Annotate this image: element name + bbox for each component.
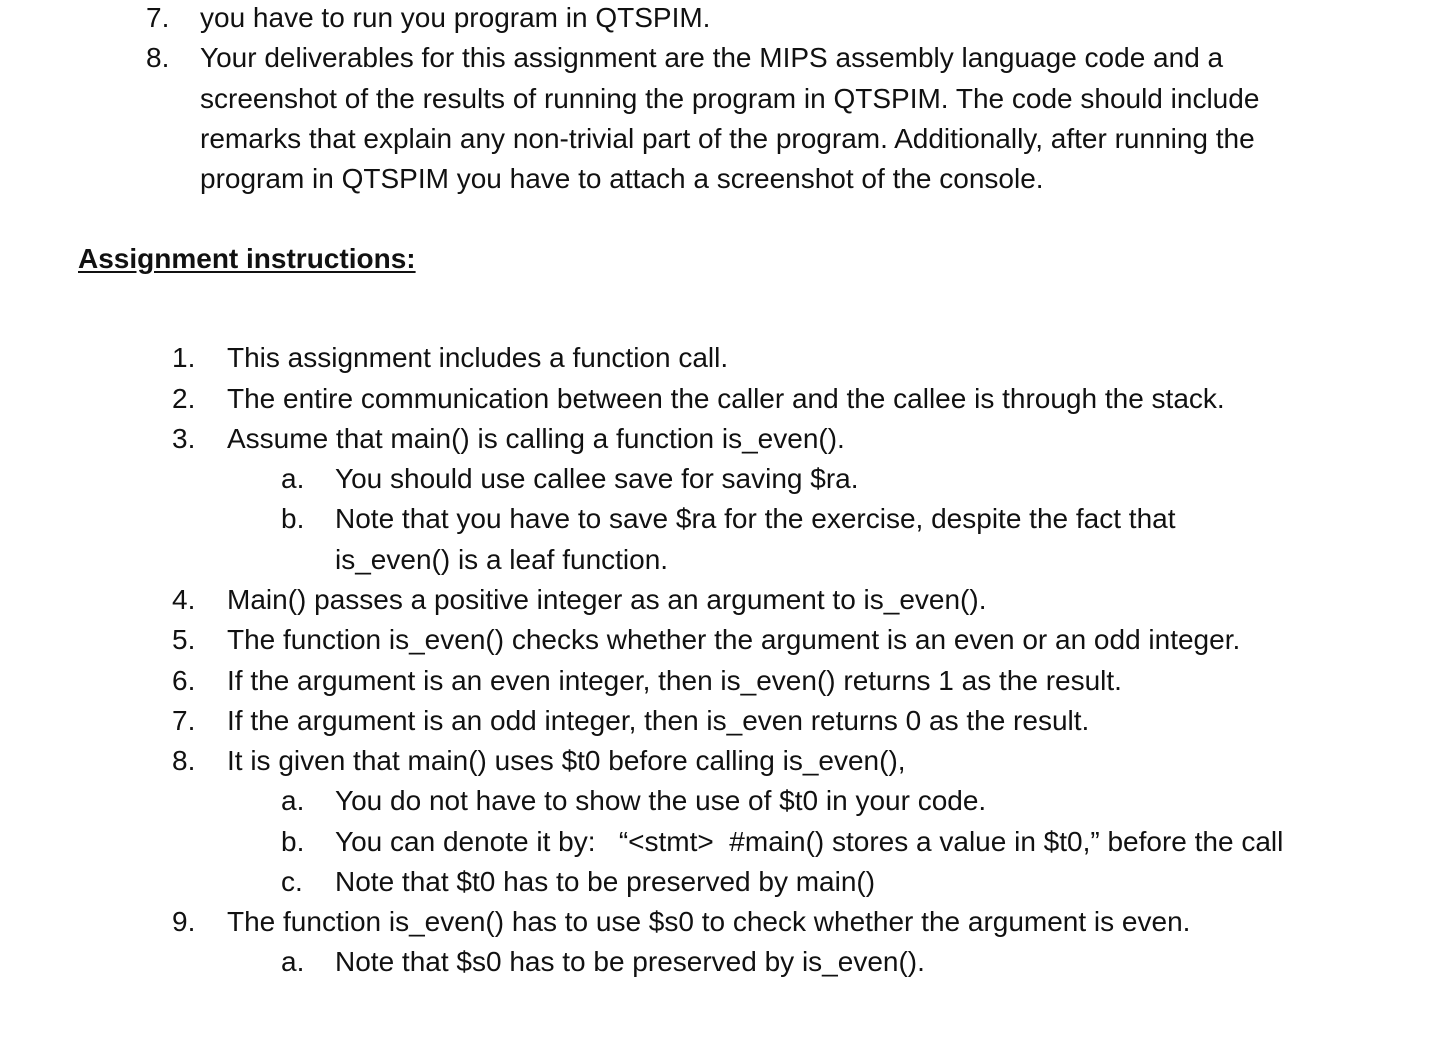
list-marker: 6. [172, 665, 196, 696]
list-item-text: It is given that main() uses $t0 before calling is_even(), [227, 745, 906, 776]
list-marker: 3. [172, 423, 196, 454]
list-item-text: If the argument is an even integer, then is_even() returns 1 as the result. [227, 665, 1122, 696]
list-item-text: The function is_even() has to use $s0 to check whether the argument is even. [227, 906, 1191, 937]
list-marker: 7. [172, 705, 196, 736]
list-item-text: This assignment includes a function call. [227, 342, 729, 373]
list-marker: 7. [146, 2, 170, 33]
list-marker: 9. [172, 906, 196, 937]
sub-list-item-text: You can denote it by: “<stmt> #main() stores a value in $t0,” before the call [335, 826, 1284, 857]
list-item-text: The entire communication between the caller and the callee is through the stack. [227, 383, 1225, 414]
list-item-text: Your deliverables for this assignment are the MIPS assembly language code and a [200, 42, 1224, 73]
sub-list-marker: a. [281, 946, 305, 977]
sub-list-item-text: You should use callee save for saving $ra. [335, 463, 859, 494]
sub-list-item-text: is_even() is a leaf function. [335, 544, 669, 575]
list-item-text: If the argument is an odd integer, then is_even returns 0 as the result. [227, 705, 1090, 736]
sub-list-item-text: Note that $s0 has to be preserved by is_even(). [335, 946, 925, 977]
sub-list-item-text: You do not have to show the use of $t0 in your code. [335, 785, 987, 816]
sub-list-marker: c. [281, 866, 303, 897]
sub-list-marker: b. [281, 503, 305, 534]
list-item-text: screenshot of the results of running the program in QTSPIM. The code should include [200, 83, 1260, 114]
sub-list-marker: a. [281, 785, 305, 816]
list-marker: 4. [172, 584, 196, 615]
list-item-text: remarks that explain any non-trivial part of the program. Additionally, after running the [200, 123, 1255, 154]
sub-list-item-text: Note that you have to save $ra for the exercise, despite the fact that [335, 503, 1176, 534]
list-marker: 1. [172, 342, 196, 373]
sub-list-marker: b. [281, 826, 305, 857]
list-item-text: The function is_even() checks whether the argument is an even or an odd integer. [227, 624, 1241, 655]
section-heading: Assignment instructions: [78, 243, 416, 274]
sub-list-item-text: Note that $t0 has to be preserved by main() [335, 866, 876, 897]
sub-list-marker: a. [281, 463, 305, 494]
list-item-text: you have to run you program in QTSPIM. [200, 2, 711, 33]
list-item-text: Main() passes a positive integer as an argument to is_even(). [227, 584, 987, 615]
list-item-text: Assume that main() is calling a function is_even(). [227, 423, 845, 454]
list-marker: 8. [172, 745, 196, 776]
list-marker: 5. [172, 624, 196, 655]
list-marker: 2. [172, 383, 196, 414]
list-item-text: program in QTSPIM you have to attach a screenshot of the console. [200, 163, 1044, 194]
list-marker: 8. [146, 42, 170, 73]
